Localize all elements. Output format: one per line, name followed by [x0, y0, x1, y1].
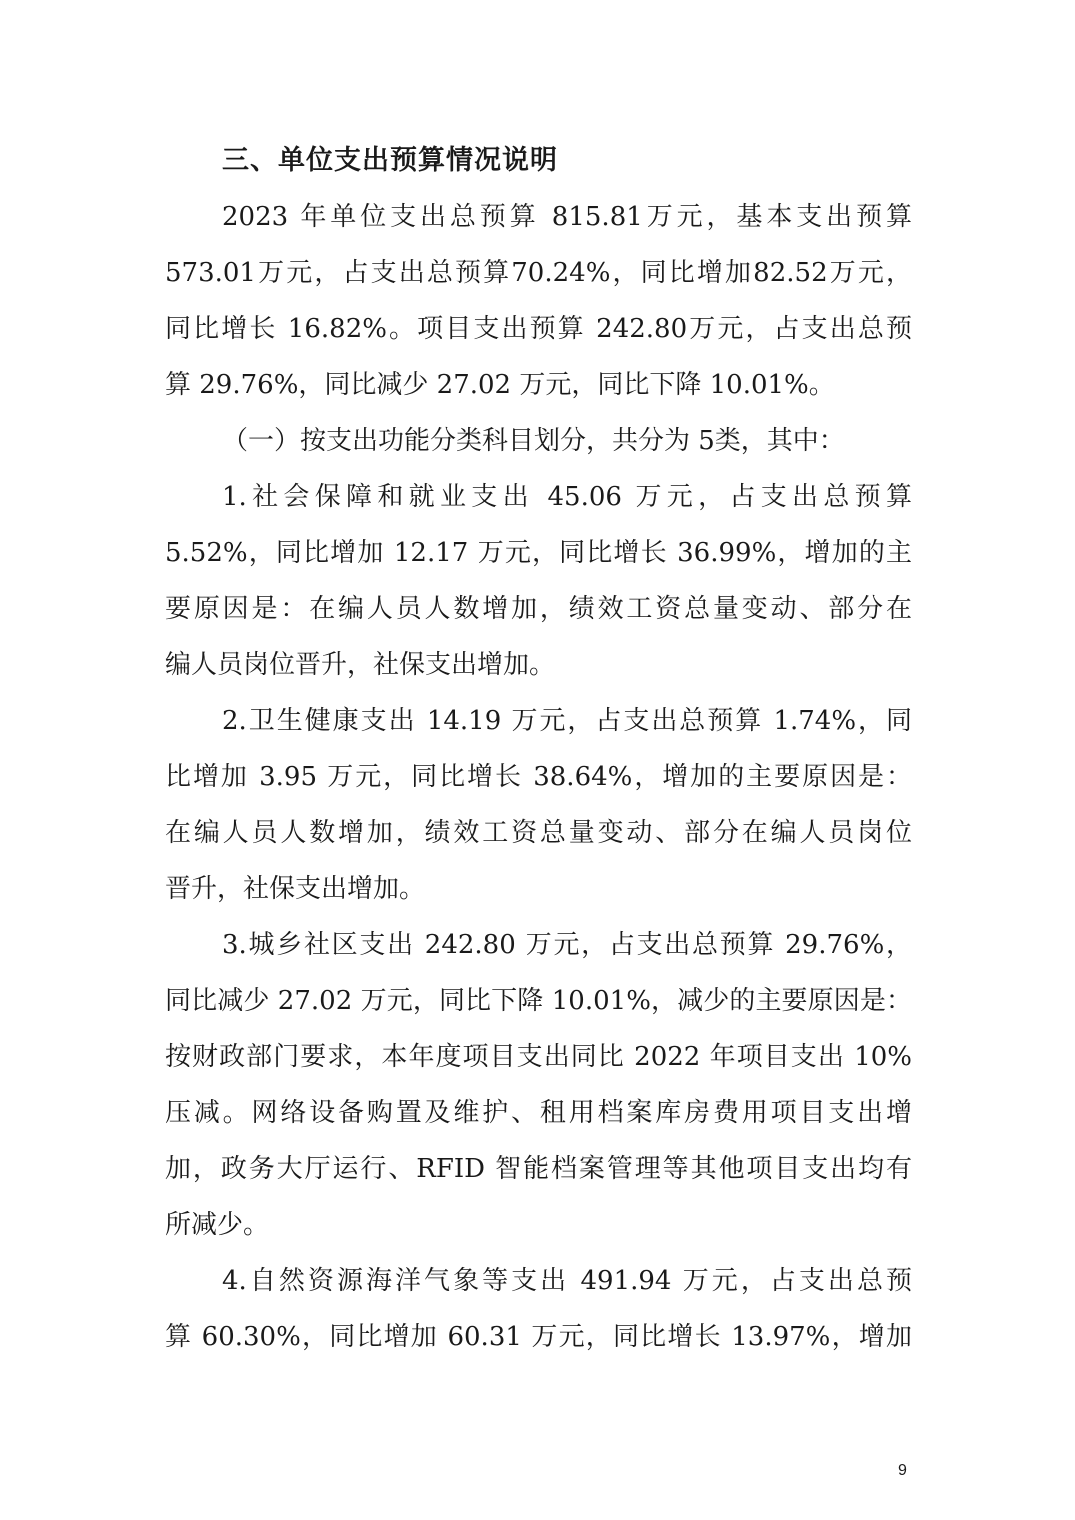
paragraph-line: 压减。网络设备购置及维护、租用档案库房费用项目支出增 [165, 1098, 912, 1128]
paragraph-line: 同比增长 16.82%。项目支出预算 242.80万元，占支出总预 [165, 314, 912, 344]
paragraph-line: 比增加 3.95 万元，同比增长 38.64%，增加的主要原因是： [165, 762, 912, 792]
section-heading: 三、单位支出预算情况说明 [222, 145, 558, 176]
paragraph-line: 按财政部门要求，本年度项目支出同比 2022 年项目支出 10% [165, 1042, 912, 1072]
paragraph-line: 算 29.76%，同比减少 27.02 万元，同比下降 10.01%。 [165, 370, 835, 400]
paragraph-line: 5.52%，同比增加 12.17 万元，同比增长 36.99%，增加的主 [165, 538, 912, 568]
paragraph-line: 2.卫生健康支出 14.19 万元，占支出总预算 1.74%，同 [222, 706, 912, 736]
paragraph-line: 同比减少 27.02 万元，同比下降 10.01%，减少的主要原因是： [165, 986, 912, 1016]
paragraph-line: 算 60.30%，同比增加 60.31 万元，同比增长 13.97%，增加 [165, 1322, 912, 1352]
paragraph-line: 加，政务大厅运行、RFID 智能档案管理等其他项目支出均有 [165, 1154, 912, 1184]
paragraph-line: 4.自然资源海洋气象等支出 491.94 万元，占支出总预 [222, 1266, 912, 1296]
paragraph-line: 在编人员人数增加，绩效工资总量变动、部分在编人员岗位 [165, 818, 912, 848]
paragraph-line: 所减少。 [165, 1210, 270, 1240]
paragraph-line: 2023 年单位支出总预算 815.81万元，基本支出预算 [222, 202, 912, 232]
page-number: 9 [898, 1462, 907, 1479]
paragraph-line: 晋升，社保支出增加。 [165, 874, 426, 904]
paragraph-line: （一）按支出功能分类科目划分，共分为 5类，其中： [222, 426, 845, 456]
paragraph-line: 编人员岗位晋升，社保支出增加。 [165, 650, 556, 680]
paragraph-line: 573.01万元，占支出总预算70.24%，同比增加82.52万元， [165, 258, 912, 288]
paragraph-line: 要原因是：在编人员人数增加，绩效工资总量变动、部分在 [165, 594, 912, 624]
paragraph-line: 1.社会保障和就业支出 45.06 万元，占支出总预算 [222, 482, 912, 512]
paragraph-line: 3.城乡社区支出 242.80 万元，占支出总预算 29.76%， [222, 930, 912, 960]
